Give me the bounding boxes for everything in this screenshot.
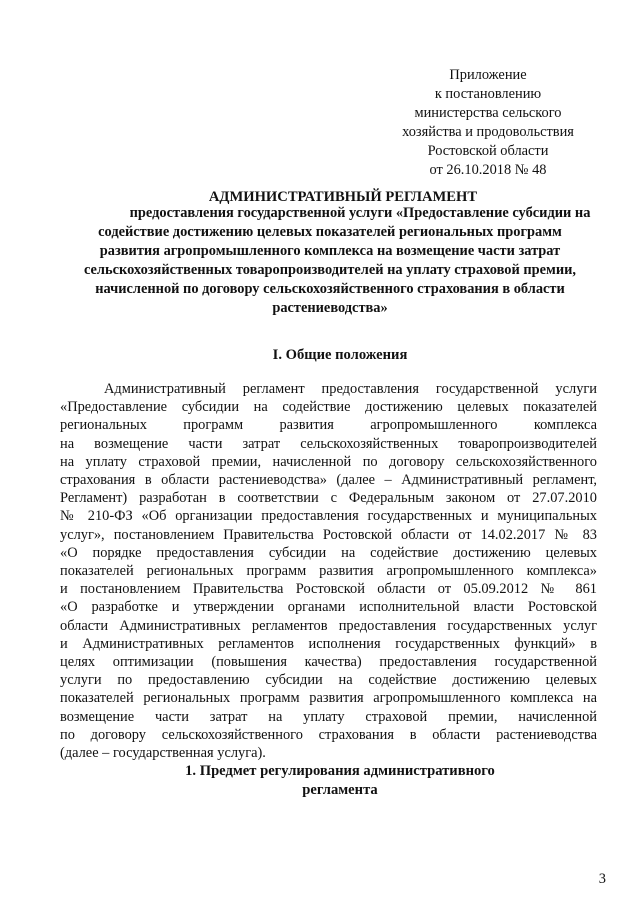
appendix-line: Ростовской области xyxy=(427,143,549,159)
paragraph-line: Административный регламент предоставления государственной услуги xyxy=(104,381,597,397)
paragraph-line: и постановлением Правительства Ростовской области от 05.09.2012 № 861 xyxy=(60,581,597,598)
subsection-heading xyxy=(90,762,590,800)
paragraph-line: по договору сельскохозяйственного страхования в области растениеводства xyxy=(60,726,597,743)
subtitle-line: содействие достижению целевых показателей региональных программ xyxy=(98,224,562,240)
section-heading: I. Общие положения xyxy=(272,347,408,363)
document-title: АДМИНИСТРАТИВНЫЙ РЕГЛАМЕНТ xyxy=(208,189,478,205)
paragraph-line: «Предоставление субсидии на содействие достижению целевых показателей xyxy=(60,399,597,416)
subsection-heading-line: регламента xyxy=(302,782,378,798)
paragraph-line: области Административных регламентов предоставления государственных услуг xyxy=(60,617,597,634)
paragraph-line: возмещение части затрат на уплату страховой премии, начисленной xyxy=(60,708,597,725)
body-paragraph xyxy=(60,380,597,762)
subtitle-line: начисленной по договору сельскохозяйственного страхования в области xyxy=(95,281,565,297)
paragraph-line: услуг», постановлением Правительства Ростовской области от 14.02.2017 № 83 xyxy=(60,526,597,543)
appendix-line: министерства сельского xyxy=(414,105,562,121)
appendix-line: от 26.10.2018 № 48 xyxy=(429,162,547,178)
subtitle-line: сельскохозяйственных товаропроизводителей на уплату страховой премии, xyxy=(83,262,577,278)
paragraph-line: на возмещение части затрат сельскохозяйственных товаропроизводителей xyxy=(60,435,597,452)
paragraph-line: «О порядке предоставления субсидии на содействие достижению целевых xyxy=(60,544,597,561)
paragraph-line: услуги по предоставлению субсидии на содействие достижению целевых xyxy=(60,672,597,689)
paragraph-line: показателей региональных программ развития агропромышленного комплекса на xyxy=(60,690,597,707)
paragraph-line: (далее – государственная услуга). xyxy=(60,745,266,762)
paragraph-line: «О разработке и утверждении органами исполнительной власти Ростовской xyxy=(60,599,597,616)
paragraph-line: Регламент) разработан в соответствии с Федеральным законом от 27.07.2010 xyxy=(60,490,597,507)
subtitle-line: развития агропромышленного комплекса на возмещение части затрат xyxy=(99,243,561,259)
subsection-heading-line: 1. Предмет регулирования административного xyxy=(185,763,495,779)
appendix-line: к постановлению xyxy=(434,86,542,102)
page-number: 3 xyxy=(598,871,606,887)
paragraph-line: и Административных регламентов исполнения государственных функций» в xyxy=(60,635,597,652)
subtitle-line: растениеводства» xyxy=(272,300,388,316)
subtitle-line: предоставления государственной услуги «Предоставление субсидии на xyxy=(129,205,591,221)
paragraph-line: № 210-ФЗ «Об организации предоставления государственных и муниципальных xyxy=(60,508,597,525)
appendix-block xyxy=(372,66,604,180)
document-subtitle xyxy=(60,204,600,318)
paragraph-line: целях оптимизации (повышения качества) предоставления государственной xyxy=(60,654,597,671)
appendix-line: хозяйства и продовольствия xyxy=(402,124,574,140)
paragraph-line: страхования в области растениеводства» (далее – Административный регламент, xyxy=(60,472,597,489)
paragraph-line: показателей региональных программ развития агропромышленного комплекса» xyxy=(60,563,597,580)
paragraph-line: на уплату страховой премии, начисленной по договору сельскохозяйственного xyxy=(60,453,597,470)
paragraph-line: региональных программ развития агропромышленного комплекса xyxy=(60,417,597,434)
appendix-line: Приложение xyxy=(449,67,527,83)
